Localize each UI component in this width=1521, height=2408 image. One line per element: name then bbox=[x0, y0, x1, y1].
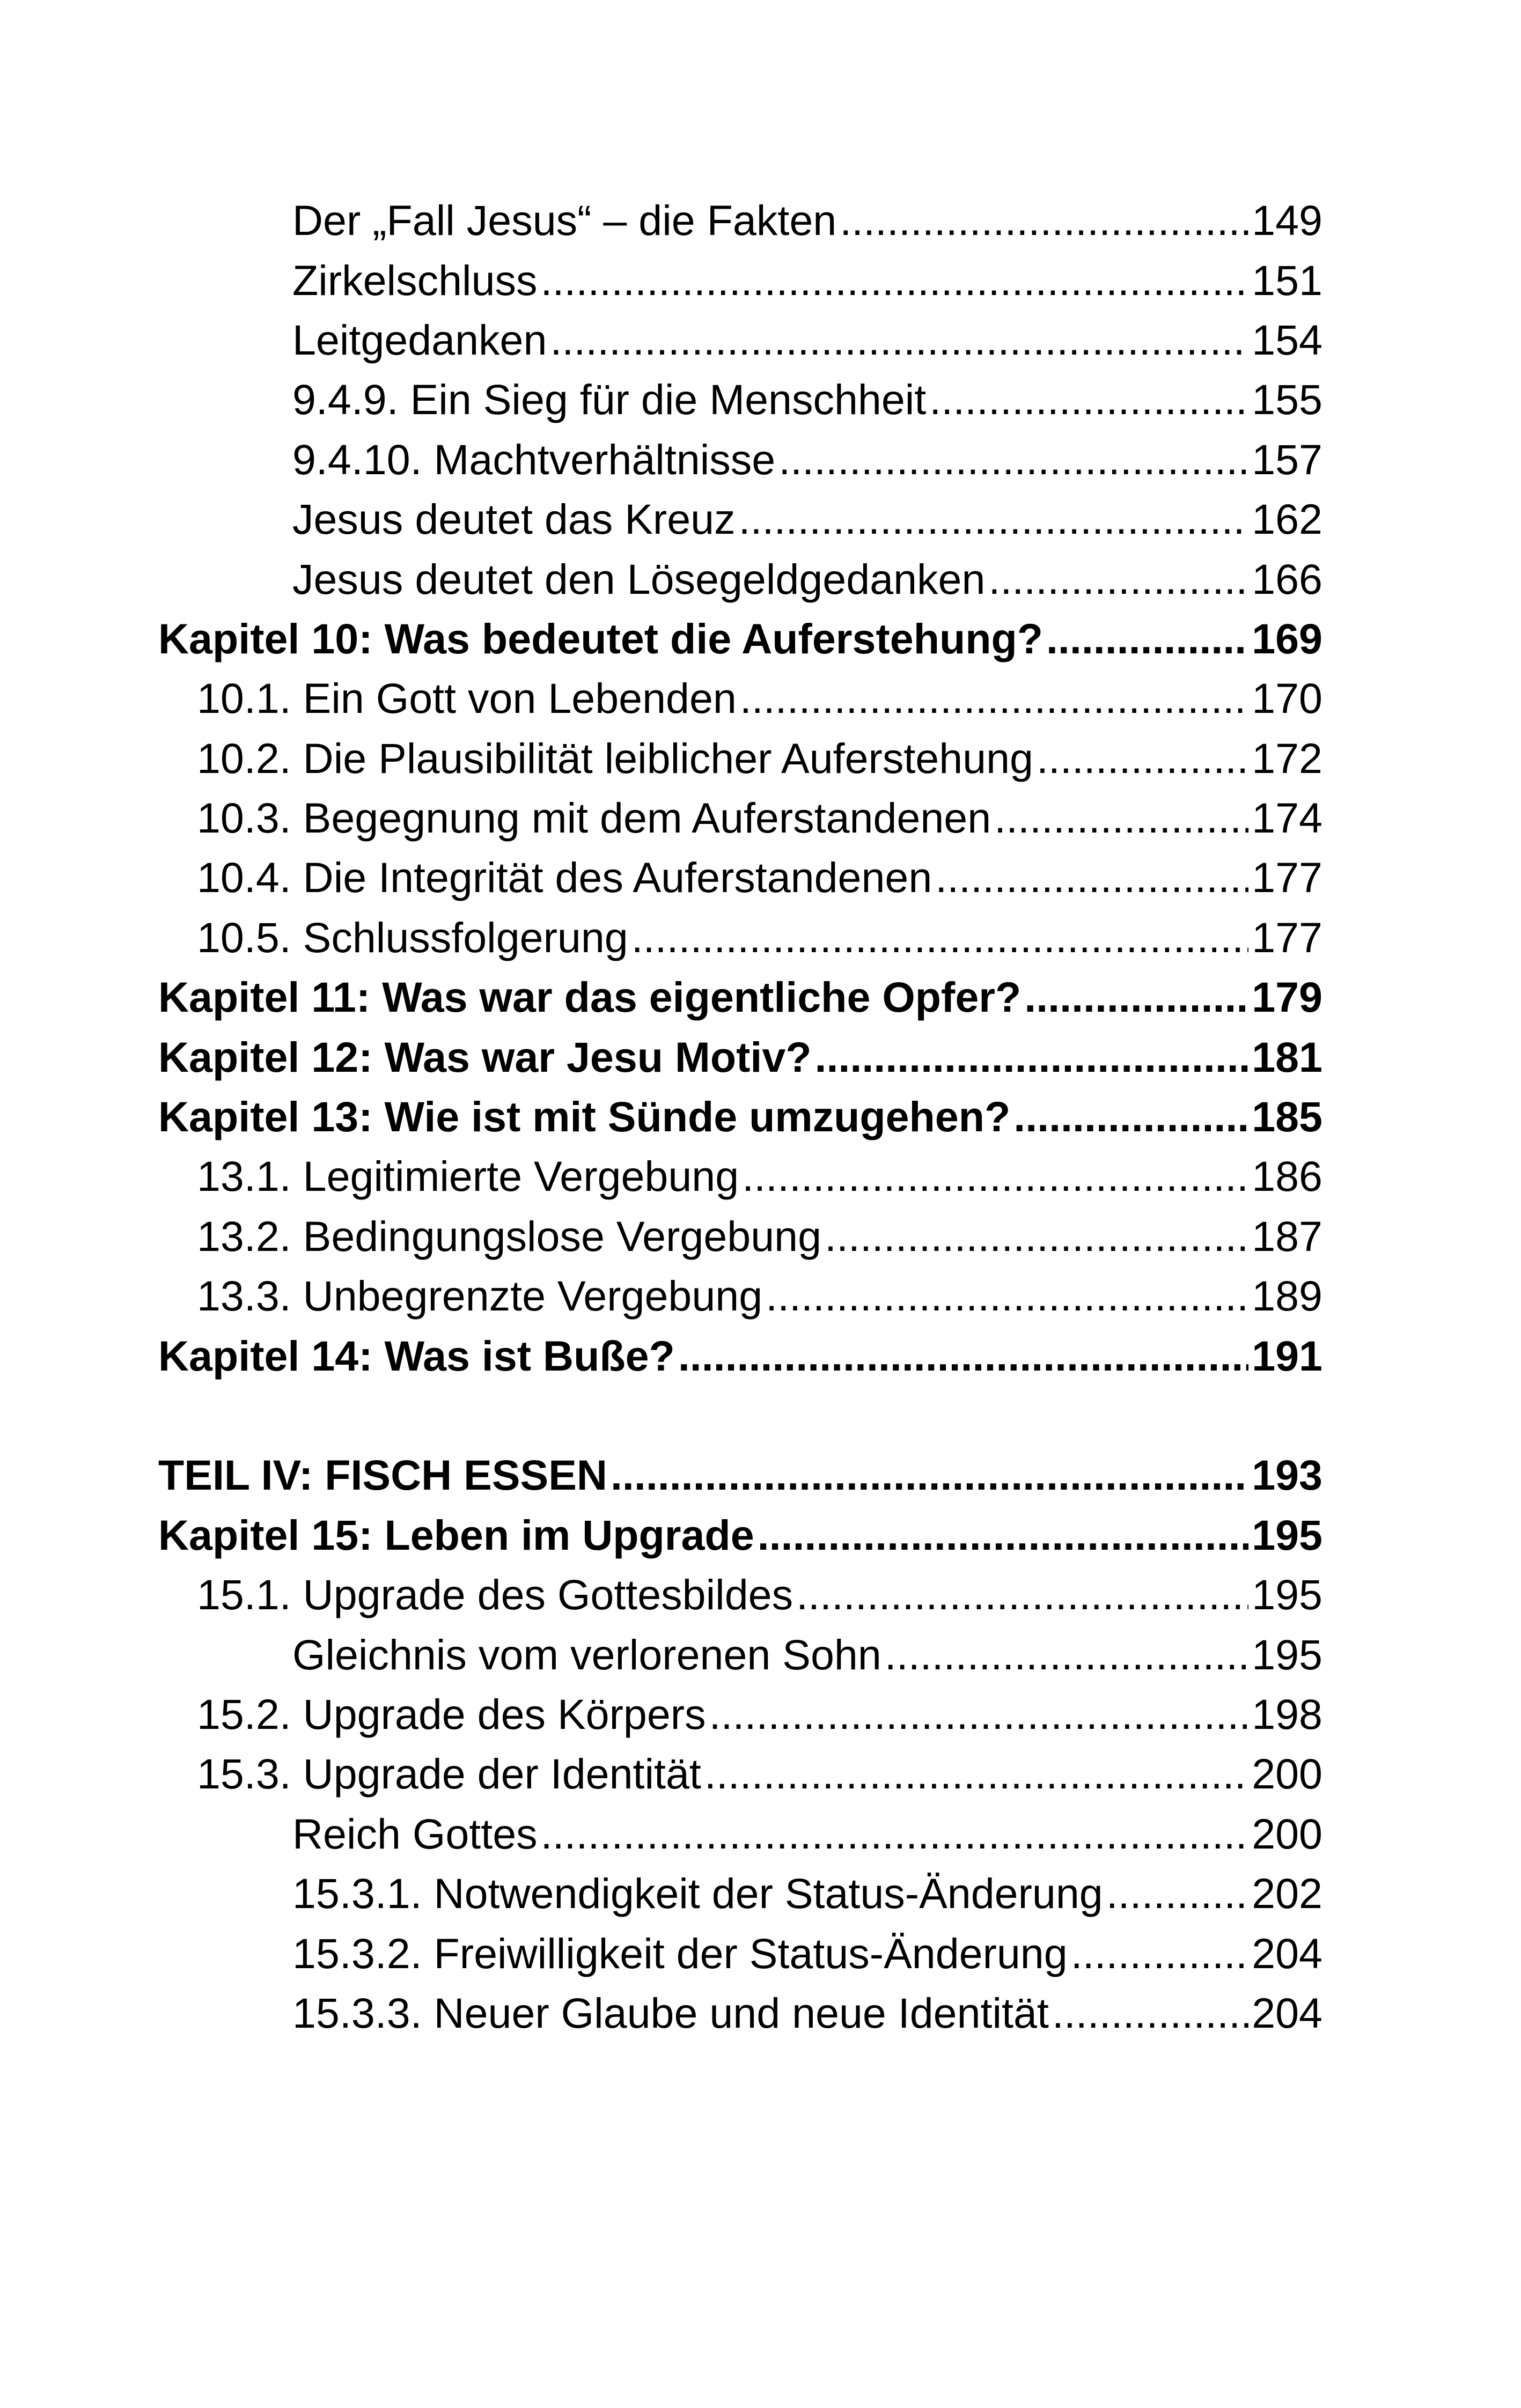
toc-page-number: 195 bbox=[1252, 1511, 1322, 1559]
toc-entry-title: Zirkelschluss bbox=[292, 256, 538, 304]
section-spacer bbox=[158, 1386, 1322, 1445]
table-of-contents bbox=[158, 190, 1322, 2043]
toc-page-number: 149 bbox=[1252, 196, 1322, 245]
dot-leader bbox=[1052, 1992, 1248, 2034]
toc-entry bbox=[158, 489, 1322, 549]
toc-chapter-entry bbox=[158, 1445, 1322, 1505]
toc-page-number: 191 bbox=[1252, 1331, 1322, 1380]
toc-entry bbox=[158, 1923, 1322, 1983]
toc-entry-title: 10.3. Begegnung mit dem Auferstandenen bbox=[197, 794, 991, 842]
toc-entry-title: 13.1. Legitimierte Vergebung bbox=[197, 1152, 739, 1201]
dot-leader bbox=[885, 1633, 1248, 1676]
toc-chapter-entry bbox=[158, 1325, 1322, 1385]
dot-leader bbox=[704, 1752, 1248, 1795]
toc-entry-title: Kapitel 10: Was bedeutet die Auferstehung? bbox=[158, 614, 1043, 662]
toc-entry-title: TEIL IV: FISCH ESSEN bbox=[158, 1451, 607, 1499]
toc-entry bbox=[158, 1146, 1322, 1206]
toc-entry-title: 10.5. Schlussfolgerung bbox=[197, 913, 628, 961]
toc-entry bbox=[158, 668, 1322, 728]
dot-leader bbox=[766, 1275, 1248, 1317]
toc-page-number: 204 bbox=[1252, 1989, 1322, 2037]
dot-leader bbox=[1046, 617, 1248, 660]
toc-page-number: 177 bbox=[1252, 913, 1322, 961]
dot-leader bbox=[550, 319, 1248, 361]
toc-entry-title: Der „Fall Jesus“ – die Fakten bbox=[292, 196, 837, 245]
toc-chapter-entry bbox=[158, 1027, 1322, 1086]
toc-page-number: 202 bbox=[1252, 1869, 1322, 1918]
dot-leader bbox=[758, 1514, 1249, 1556]
toc-page-number: 179 bbox=[1252, 973, 1322, 1021]
toc-page-number: 186 bbox=[1252, 1152, 1322, 1201]
toc-entry-title: 15.3.2. Freiwilligkeit der Status-Änderung bbox=[292, 1929, 1068, 1977]
toc-entry-title: Kapitel 12: Was war Jesu Motiv? bbox=[158, 1033, 812, 1081]
toc-entry bbox=[158, 370, 1322, 429]
dot-leader bbox=[778, 438, 1248, 481]
dot-leader bbox=[994, 797, 1248, 839]
toc-entry bbox=[158, 1684, 1322, 1744]
toc-entry-title: Kapitel 13: Wie ist mit Sünde umzugehen? bbox=[158, 1093, 1011, 1141]
dot-leader bbox=[709, 1693, 1249, 1735]
toc-page-number: 157 bbox=[1252, 435, 1322, 483]
toc-entry-title: Gleichnis vom verlorenen Sohn bbox=[292, 1630, 881, 1678]
dot-leader bbox=[1071, 1932, 1249, 1975]
toc-entry-title: 10.1. Ein Gott von Lebenden bbox=[197, 674, 737, 723]
toc-entry bbox=[158, 1804, 1322, 1864]
toc-entry-title: 15.3. Upgrade der Identität bbox=[197, 1750, 701, 1798]
dot-leader bbox=[1106, 1872, 1248, 1914]
dot-leader bbox=[541, 259, 1249, 301]
dot-leader bbox=[740, 677, 1248, 719]
toc-entry-title: 15.1. Upgrade des Gottesbildes bbox=[197, 1571, 793, 1619]
toc-entry bbox=[158, 788, 1322, 848]
toc-entry bbox=[158, 310, 1322, 370]
dot-leader bbox=[631, 916, 1248, 959]
dot-leader bbox=[796, 1573, 1248, 1616]
toc-entry-title: Jesus deutet das Kreuz bbox=[292, 495, 736, 543]
toc-page-number: 181 bbox=[1252, 1033, 1322, 1081]
dot-leader bbox=[840, 199, 1248, 241]
toc-page-number: 170 bbox=[1252, 674, 1322, 723]
toc-entry bbox=[158, 1266, 1322, 1325]
toc-entry bbox=[158, 1206, 1322, 1266]
toc-page-number: 162 bbox=[1252, 495, 1322, 543]
toc-entry bbox=[158, 190, 1322, 250]
dot-leader bbox=[541, 1813, 1249, 1855]
dot-leader bbox=[742, 1155, 1248, 1197]
toc-entry bbox=[158, 1624, 1322, 1684]
toc-page-number: 172 bbox=[1252, 734, 1322, 782]
toc-page-number: 204 bbox=[1252, 1929, 1322, 1977]
toc-entry-title: 10.4. Die Integrität des Auferstandenen bbox=[197, 853, 932, 902]
toc-entry-title: Jesus deutet den Lösegeldgedanken bbox=[292, 555, 986, 603]
toc-entry-title: Reich Gottes bbox=[292, 1809, 538, 1858]
toc-entry-title: Kapitel 11: Was war das eigentliche Opfer? bbox=[158, 973, 1022, 1021]
toc-page-number: 169 bbox=[1252, 614, 1322, 662]
dot-leader bbox=[1037, 737, 1248, 779]
toc-entry bbox=[158, 1983, 1322, 2043]
toc-entry-title: 9.4.10. Machtverhältnisse bbox=[292, 435, 776, 483]
dot-leader bbox=[825, 1215, 1248, 1257]
dot-leader bbox=[678, 1335, 1248, 1377]
toc-page-number: 166 bbox=[1252, 555, 1322, 603]
toc-chapter-entry bbox=[158, 1087, 1322, 1146]
toc-entry bbox=[158, 250, 1322, 310]
toc-entry-title: Kapitel 15: Leben im Upgrade bbox=[158, 1511, 754, 1559]
toc-page-number: 185 bbox=[1252, 1093, 1322, 1141]
toc-entry-title: 9.4.9. Ein Sieg für die Menschheit bbox=[292, 375, 927, 424]
toc-entry-title: 15.3.1. Notwendigkeit der Status-Änderung bbox=[292, 1869, 1103, 1918]
dot-leader bbox=[929, 378, 1248, 421]
toc-page-number: 189 bbox=[1252, 1272, 1322, 1320]
toc-page-number: 177 bbox=[1252, 853, 1322, 902]
toc-page-number: 151 bbox=[1252, 256, 1322, 304]
toc-entry bbox=[158, 908, 1322, 967]
toc-page-number: 187 bbox=[1252, 1212, 1322, 1260]
dot-leader bbox=[988, 558, 1248, 600]
dot-leader bbox=[1024, 976, 1248, 1018]
toc-chapter-entry bbox=[158, 967, 1322, 1027]
toc-page-number: 174 bbox=[1252, 794, 1322, 842]
toc-entry bbox=[158, 728, 1322, 788]
toc-page-number: 195 bbox=[1252, 1630, 1322, 1678]
toc-entry-title: Kapitel 14: Was ist Buße? bbox=[158, 1331, 675, 1380]
toc-page-number: 193 bbox=[1252, 1451, 1322, 1499]
toc-page-number: 200 bbox=[1252, 1750, 1322, 1798]
toc-entry bbox=[158, 549, 1322, 608]
toc-entry bbox=[158, 1864, 1322, 1923]
toc-entry-title: 10.2. Die Plausibilität leiblicher Auferstehung bbox=[197, 734, 1033, 782]
toc-page-number: 200 bbox=[1252, 1809, 1322, 1858]
toc-entry-title: 13.3. Unbegrenzte Vergebung bbox=[197, 1272, 763, 1320]
toc-chapter-entry bbox=[158, 1505, 1322, 1565]
dot-leader bbox=[935, 856, 1248, 899]
toc-entry bbox=[158, 1565, 1322, 1624]
toc-page-number: 155 bbox=[1252, 375, 1322, 424]
toc-entry bbox=[158, 848, 1322, 907]
toc-entry-title: 15.3.3. Neuer Glaube und neue Identität bbox=[292, 1989, 1049, 2037]
toc-page-number: 198 bbox=[1252, 1690, 1322, 1738]
toc-entry-title: Leitgedanken bbox=[292, 315, 547, 364]
toc-entry bbox=[158, 1744, 1322, 1803]
toc-entry-title: 13.2. Bedingungslose Vergebung bbox=[197, 1212, 822, 1260]
toc-entry bbox=[158, 430, 1322, 489]
toc-chapter-entry bbox=[158, 609, 1322, 668]
dot-leader bbox=[815, 1036, 1249, 1078]
dot-leader bbox=[739, 498, 1249, 540]
dot-leader bbox=[1013, 1095, 1248, 1138]
dot-leader bbox=[611, 1454, 1248, 1496]
toc-entry-title: 15.2. Upgrade des Körpers bbox=[197, 1690, 706, 1738]
toc-page-number: 154 bbox=[1252, 315, 1322, 364]
toc-page-number: 195 bbox=[1252, 1571, 1322, 1619]
